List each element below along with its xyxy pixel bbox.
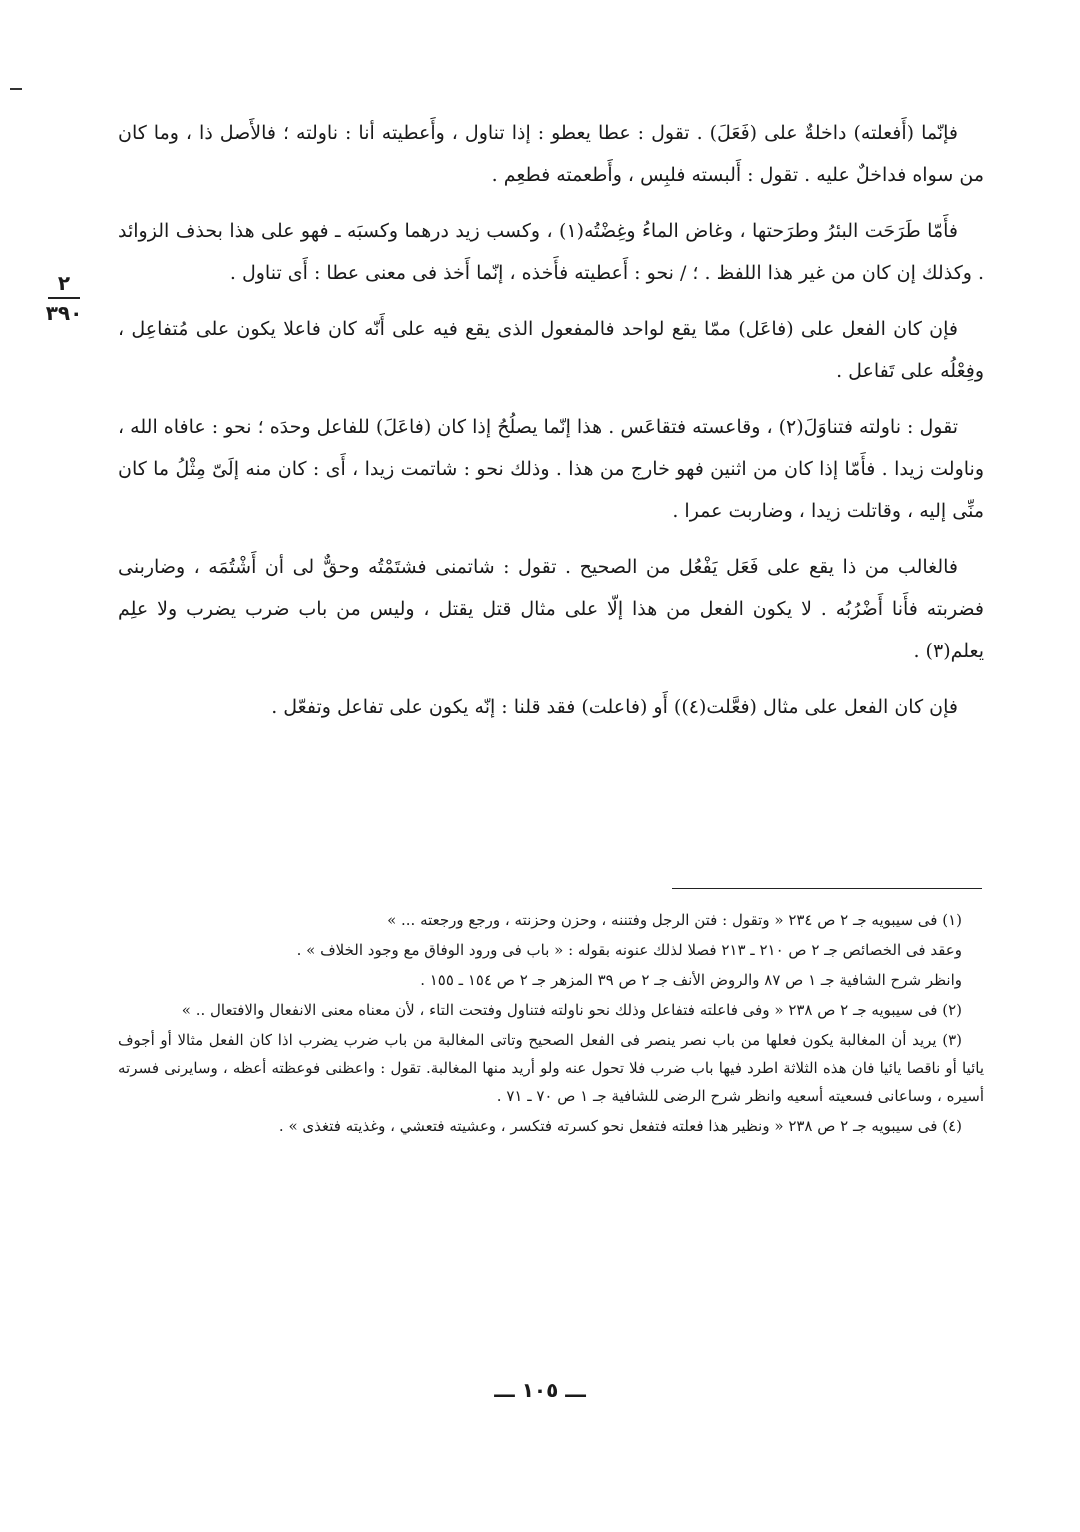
paragraph: تقول : ناولته فتناوَلَ(٢) ، وقاعسته فتقاعَس . هذا إنّما يصلُحُ إذا كان (فاعَلَ) للفاعل وحدَه ؛ نحو : عافاه الله ، وناولت زيدا . فأَمّا إذا كان من اثنين فهو خارج من هذا . وذلك نحو : شاتمت زيدا ، أَى : كان منه إلَىّ مِثْلُ ما كان منِّى إليه ، وقاتلت زيدا ، وضاربت عمرا . [118, 416, 984, 522]
footnote-separator [672, 888, 982, 889]
footnote: (١) فى سيبويه جـ ٢ ص ٢٣٤ « وتقول : فتن الرجل وفتننه ، وحزن وحزنته ، ورجع ورجعته ... » [387, 911, 962, 929]
footnote: (٣) يريد أن المغالبة يكون فعلها من باب نصر ينصر فى الفعل الصحيح وتاتى المغالبة من باب ضرب يضرب اذا كان الفعل مثالا أو أجوف يائيا أو ناقصا يائيا فان هذه الثلاثة اطرد فيها باب ضرب فلا تحول عنه ولو أريد منها المغالبة. تقول : واعظنى فوعظته أعظه ، وسايرنى فسرته أسيره ، وساعانى فسعيته أسعيه وانظر شرح الرضى للشافية جـ ١ ص ٧٠ ـ ٧١ . [118, 1031, 984, 1105]
margin-ref-rule [48, 297, 80, 299]
main-text [118, 112, 984, 730]
paragraph: فالغالب من ذا يقع على فَعَل يَفْعُل من الصحيح . تقول : شاتمنى فشتَمْتُه وحقٌّ لى أن أَشْتُمَه ، وضاربنى فضربته فأَنا أَضْرُبُه . لا يكون الفعل من هذا إلّا على مثال قتل يقتل ، وليس من باب ضرب يضرب ولا علِم يعلم(٣) . [118, 556, 984, 662]
margin-reference [42, 272, 86, 324]
footnote: (٢) فى سيبويه جـ ٢ ص ٢٣٨ « وفى فاعلته فتفاعل وذلك نحو ناولته فتناول وفتحت التاء ، لأن معناه معنى الانفعال والافتعال .. » [181, 1001, 962, 1019]
paragraph: فأَمّا طَرَحَت البئرُ وطرَحتها ، وغاض الماءُ وغِضْتُه(١) ، وكسب زيد درهما وكسبَه ـ فهو على هذا بحذف الزوائد . وكذلك إن كان من غير هذا اللفظ . ؛ / نحو : أَعطيته فأَخذه ، إنّما أَخذ فى معنى عطا : أَى تناول . [118, 220, 984, 284]
footnote: (٤) فى سيبويه جـ ٢ ص ٢٣٨ « ونظير هذا فعلته فتفعل نحو كسرته فتكسر ، وعشيته فتعشي ، وغذيته فتغذى » . [278, 1117, 962, 1135]
footnote: وعقد فى الخصائص جـ ٢ ص ٢١٠ ـ ٢١٣ فصلا لذلك عنونه بقوله : « باب فى ورود الوفاق مع وجود الخلاف » . [296, 941, 962, 959]
margin-ref-bottom: ٣٩٠ [45, 301, 83, 325]
corner-mark [10, 88, 22, 90]
footnotes [118, 906, 984, 1142]
paragraph: فإن كان الفعل على مثال (فعَّلت(٤)) أَو (فاعلت) فقد قلنا : إنّه يكون على تفاعل وتفعّل . [271, 696, 958, 718]
paragraph: فإنّما (أَفعلته) داخلةٌ على (فَعَلَ) . تقول : عطا يعطو : إذا تناول ، وأَعطيته أنا : ناولته ؛ فالأَصل ذا ، وما كان من سواه فداخلٌ عليه . تقول : أَلبسته فلبِس ، وأَطعمته فطعِم . [118, 122, 984, 186]
paragraph: فإن كان الفعل على (فاعَل) ممّا يقع لواحد فالمفعول الذى يقع فيه على أَنّه كان فاعلا يكون على مُتفاعِل ، وفِعْلُه على تَفاعل . [118, 318, 984, 382]
footnote: وانظر شرح الشافية جـ ١ ص ٨٧ والروض الأنف جـ ٢ ص ٣٩ المزهر جـ ٢ ص ١٥٤ ـ ١٥٥ . [420, 971, 962, 989]
page-number: ـــ ١٠٥ ـــ [494, 1378, 586, 1402]
margin-ref-top: ٢ [57, 271, 71, 295]
